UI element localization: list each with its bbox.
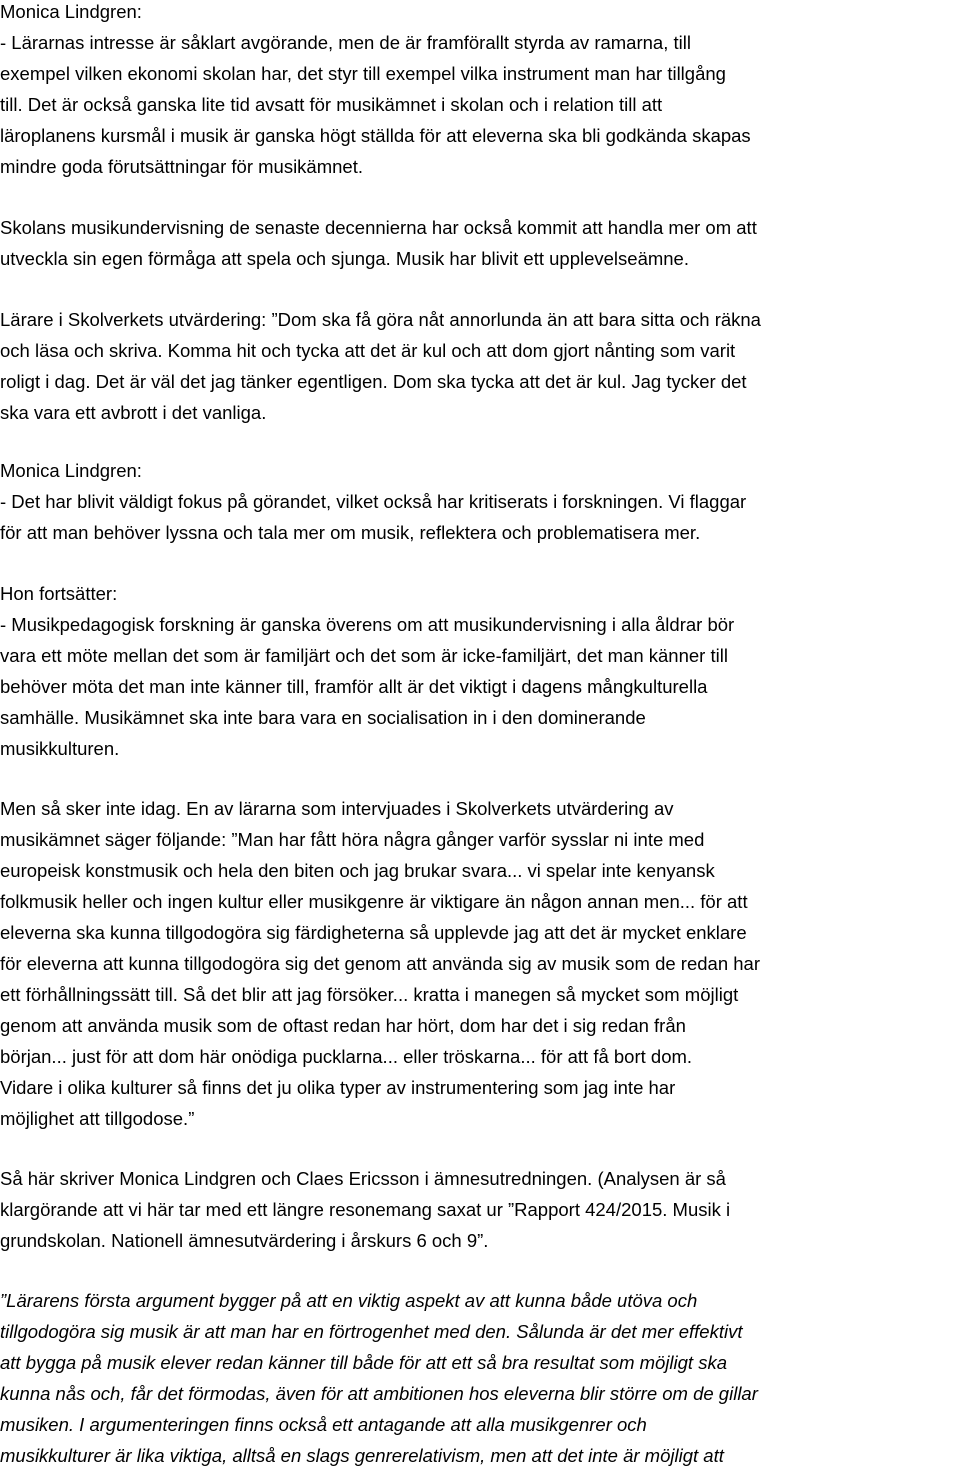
text-line: eleverna ska kunna tillgodogöra sig färdigheterna så upplevde jag att det är mycket enklare <box>0 922 747 943</box>
text-line: musiken. I argumenteringen finns också ett antagande att alla musikgenrer och <box>0 1414 647 1435</box>
speaker-label: Monica Lindgren: <box>0 1 142 22</box>
text-line: folkmusik heller och ingen kultur eller musikgenre är viktigare än någon annan men... för att <box>0 891 748 912</box>
text-line: att bygga på musik elever redan känner till både för att ett så bra resultat som möjligt ska <box>0 1352 728 1373</box>
paragraph-report-quote <box>0 1285 960 1470</box>
text-line: - Lärarnas intresse är såklart avgörande, men de är framförallt styrda av ramarna, till <box>0 32 691 53</box>
text-line: vara ett möte mellan det som är familjärt och det som är icke-familjärt, det man känner till <box>0 645 728 666</box>
paragraph-teacher-quote <box>0 304 960 428</box>
text-line: - Det har blivit väldigt fokus på görandet, vilket också har kritiserats i forskningen. Vi flaggar <box>0 491 747 512</box>
speaker-label: Hon fortsätter: <box>0 583 118 604</box>
text-line: utveckla sin egen förmåga att spela och sjunga. Musik har blivit ett upplevelseämne. <box>0 248 689 269</box>
text-line: europeisk konstmusik och hela den biten och jag brukar svara... vi spelar inte kenyansk <box>0 860 715 881</box>
text-line: läroplanens kursmål i musik är ganska högt ställda för att eleverna ska bli godkända skapas <box>0 125 751 146</box>
text-line: musikämnet säger följande: ”Man har fått höra några gånger varför sysslar ni inte med <box>0 829 705 850</box>
text-line: Vidare i olika kulturer så finns det ju olika typer av instrumentering som jag inte har <box>0 1077 676 1098</box>
paragraph-report-intro <box>0 1163 960 1256</box>
text-line: för eleverna att kunna tillgodogöra sig det genom att använda sig av musik som de redan har <box>0 953 760 974</box>
text-line: klargörande att vi här tar med ett längre resonemang saxat ur ”Rapport 424/2015. Musik i <box>0 1199 731 1220</box>
text-line: genom att använda musik som de oftast redan har hört, dom har det i sig redan från <box>0 1015 686 1036</box>
paragraph-interview-focus <box>0 455 960 548</box>
text-line: Så här skriver Monica Lindgren och Claes Ericsson i ämnesutredningen. (Analysen är så <box>0 1168 726 1189</box>
text-line: ska vara ett avbrott i det vanliga. <box>0 402 267 423</box>
paragraph-continues <box>0 578 960 764</box>
text-line: början... just för att dom här onödiga pucklarna... eller tröskarna... för att få bort dom. <box>0 1046 693 1067</box>
text-line: samhälle. Musikämnet ska inte bara vara en socialisation in i den dominerande <box>0 707 646 728</box>
paragraph-not-today <box>0 793 960 1134</box>
text-line: och läsa och skriva. Komma hit och tycka att det är kul och att dom gjort nånting som varit <box>0 340 736 361</box>
text-line: tillgodogöra sig musik är att man har en förtrogenhet med den. Sålunda är det mer effektivt <box>0 1321 743 1342</box>
text-line: grundskolan. Nationell ämnesutvärdering i årskurs 6 och 9”. <box>0 1230 489 1251</box>
text-line: roligt i dag. Det är väl det jag tänker egentligen. Dom ska tycka att det är kul. Jag tycker det <box>0 371 747 392</box>
speaker-label: Monica Lindgren: <box>0 460 142 481</box>
text-line: exempel vilken ekonomi skolan har, det styr till exempel vilka instrument man har tillgång <box>0 63 726 84</box>
text-line: Men så sker inte idag. En av lärarna som intervjuades i Skolverkets utvärdering av <box>0 798 674 819</box>
text-line: musikkulturer är lika viktiga, alltså en slags genrerelativism, men att det inte är möjligt att <box>0 1445 724 1466</box>
text-line: musikkulturen. <box>0 738 120 759</box>
text-line: behöver möta det man inte känner till, framför allt är det viktigt i dagens mångkulturella <box>0 676 708 697</box>
text-line: ett förhållningssätt till. Så det blir att jag försöker... kratta i manegen så mycket som möjligt <box>0 984 739 1005</box>
text-line: möjlighet att tillgodose.” <box>0 1108 195 1129</box>
paragraph-interview-intro <box>0 0 960 182</box>
text-line: ”Lärarens första argument bygger på att en viktig aspekt av att kunna både utöva och <box>0 1290 698 1311</box>
text-line: mindre goda förutsättningar för musikämnet. <box>0 156 363 177</box>
text-line: Skolans musikundervisning de senaste decennierna har också kommit att handla mer om att <box>0 217 757 238</box>
text-line: för att man behöver lyssna och tala mer om musik, reflektera och problematisera mer. <box>0 522 701 543</box>
text-line: Lärare i Skolverkets utvärdering: ”Dom ska få göra nåt annorlunda än att bara sitta och räkna <box>0 309 761 330</box>
paragraph-music-education <box>0 212 960 274</box>
text-line: till. Det är också ganska lite tid avsatt för musikämnet i skolan och i relation till att <box>0 94 663 115</box>
text-line: - Musikpedagogisk forskning är ganska överens om att musikundervisning i alla åldrar bör <box>0 614 735 635</box>
text-line: kunna nås och, får det förmodas, även för att ambitionen hos eleverna blir större om de gillar <box>0 1383 758 1404</box>
